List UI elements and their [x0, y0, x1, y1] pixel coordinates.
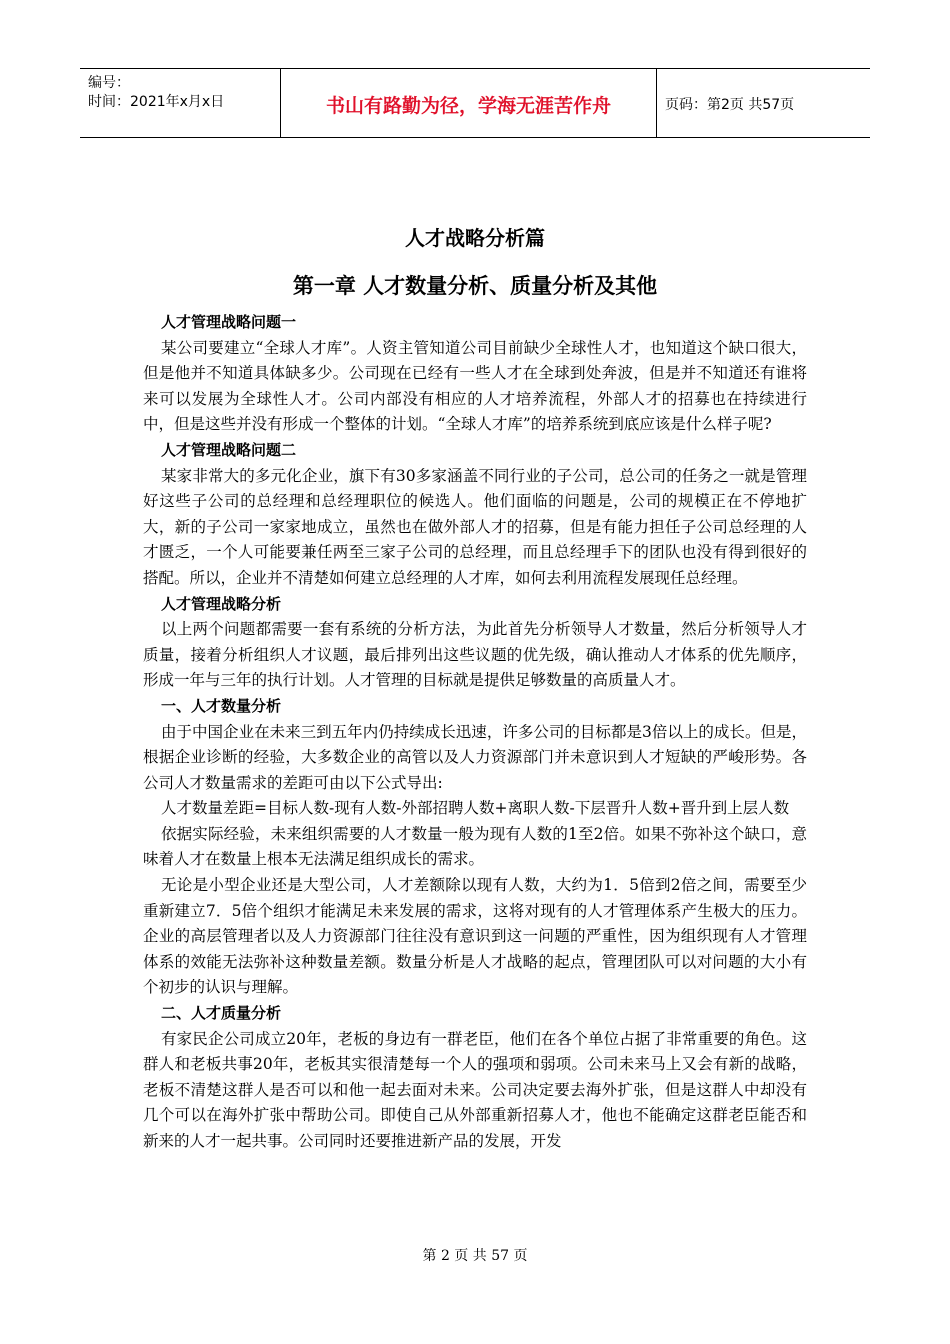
formula-paragraph: 人才数量差距=目标人数-现有人数-外部招聘人数+离职人数-下层晋升人数+晋升到上层人数: [161, 799, 790, 818]
page-footer: 第 2 页 共 57 页: [422, 1248, 528, 1264]
chapter-title: 第一章 人才数量分析、质量分析及其他: [292, 274, 658, 298]
document-body: [143, 310, 807, 1155]
header-motto-cell: [281, 69, 657, 137]
section-heading: 二、人才质量分析: [161, 1004, 282, 1023]
page-code: 页码：第2页 共57页: [665, 97, 795, 113]
section-heading: 人才管理战略问题二: [161, 440, 297, 459]
paragraph: 依据实际经验，未来组织需要的人才数量一般为现有人数的1至2倍。如果不弥补这个缺口，意味着人才在数量上根本无法满足组织成长的需求。: [143, 824, 807, 869]
section-heading: 人才管理战略分析: [161, 594, 282, 613]
paragraph: 由于中国企业在未来三到五年内仍持续成长迅速，许多公司的目标都是3倍以上的成长。但是，根据企业诊断的经验，大多数企业的高管以及人力资源部门并未意识到人才短缺的严峻形势。各公司人才数量需求的差距可由以下公式导出:: [143, 722, 807, 792]
code-label: 编号：: [88, 75, 130, 91]
paragraph: 无论是小型企业还是大型公司，人才差额除以现有人数，大约为1．5倍到2倍之间，需要至少重新建立7．5倍个组织才能满足未来发展的需求，这将对现有的人才管理体系产生极大的压力。企业的高层管理者以及人力资源部门往往没有意识到这一问题的严重性，因为组织现有人才管理体系的效能无法弥补这种数量差额。数量分析是人才战略的起点，管理团队可以对问题的大小有个初步的认识与理解。: [143, 876, 807, 997]
date-label: 时间：2021年x月x日: [88, 94, 225, 110]
section-heading: 人才管理战略问题一: [161, 313, 297, 331]
page-header: [80, 68, 870, 138]
document-title: 人才战略分析篇: [405, 226, 545, 250]
paragraph: 某家非常大的多元化企业，旗下有30多家涵盖不同行业的子公司，总公司的任务之一就是管理好这些子公司的总经理和总经理职位的候选人。他们面临的问题是，公司的规模正在不停地扩大，新的子公司一家家地成立，虽然也在做外部人才的招募，但是有能力担任子公司总经理的人才匮乏，一个人可能要兼任两至三家子公司的总经理，而且总经理手下的团队也没有得到很好的搭配。所以，企业并不清楚如何建立总经理的人才库，如何去利用流程发展现任总经理。: [143, 466, 807, 587]
paragraph: 有家民企公司成立20年，老板的身边有一群老臣，他们在各个单位占据了非常重要的角色。这群人和老板共事20年，老板其实很清楚每一个人的强项和弱项。公司未来马上又会有新的战略，老板不清楚这群人是否可以和他一起去面对未来。公司决定要去海外扩张，但是这群人中却没有几个可以在海外扩张中帮助公司。即使自己从外部重新招募人才，他也不能确定这群老臣能否和新来的人才一起共事。公司同时还要推进新产品的发展，开发: [143, 1029, 807, 1150]
section-heading: 一、人才数量分析: [161, 696, 282, 715]
motto-text: 书山有路勤为径，学海无涯苦作舟: [325, 95, 611, 117]
paragraph: 某公司要建立“全球人才库”。人资主管知道公司目前缺少全球性人才，也知道这个缺口很大，但是他并不知道具体缺多少。公司现在已经有一些人才在全球到处奔波，但是并不知道还有谁将来可以发展为全球性人才。公司内部没有相应的人才培养流程，外部人才的招募也在持续进行中，但是这些并没有形成一个整体的计划。“全球人才库”的培养系统到底应该是什么样子呢?: [143, 338, 807, 434]
header-page-cell: [657, 69, 870, 137]
header-info-cell: [80, 69, 281, 137]
paragraph: 以上两个问题都需要一套有系统的分析方法，为此首先分析领导人才数量，然后分析领导人才质量，接着分析组织人才议题，最后排列出这些议题的优先级，确认推动人才体系的优先顺序，形成一年与三年的执行计划。人才管理的目标就是提供足够数量的高质量人才。: [143, 620, 807, 690]
